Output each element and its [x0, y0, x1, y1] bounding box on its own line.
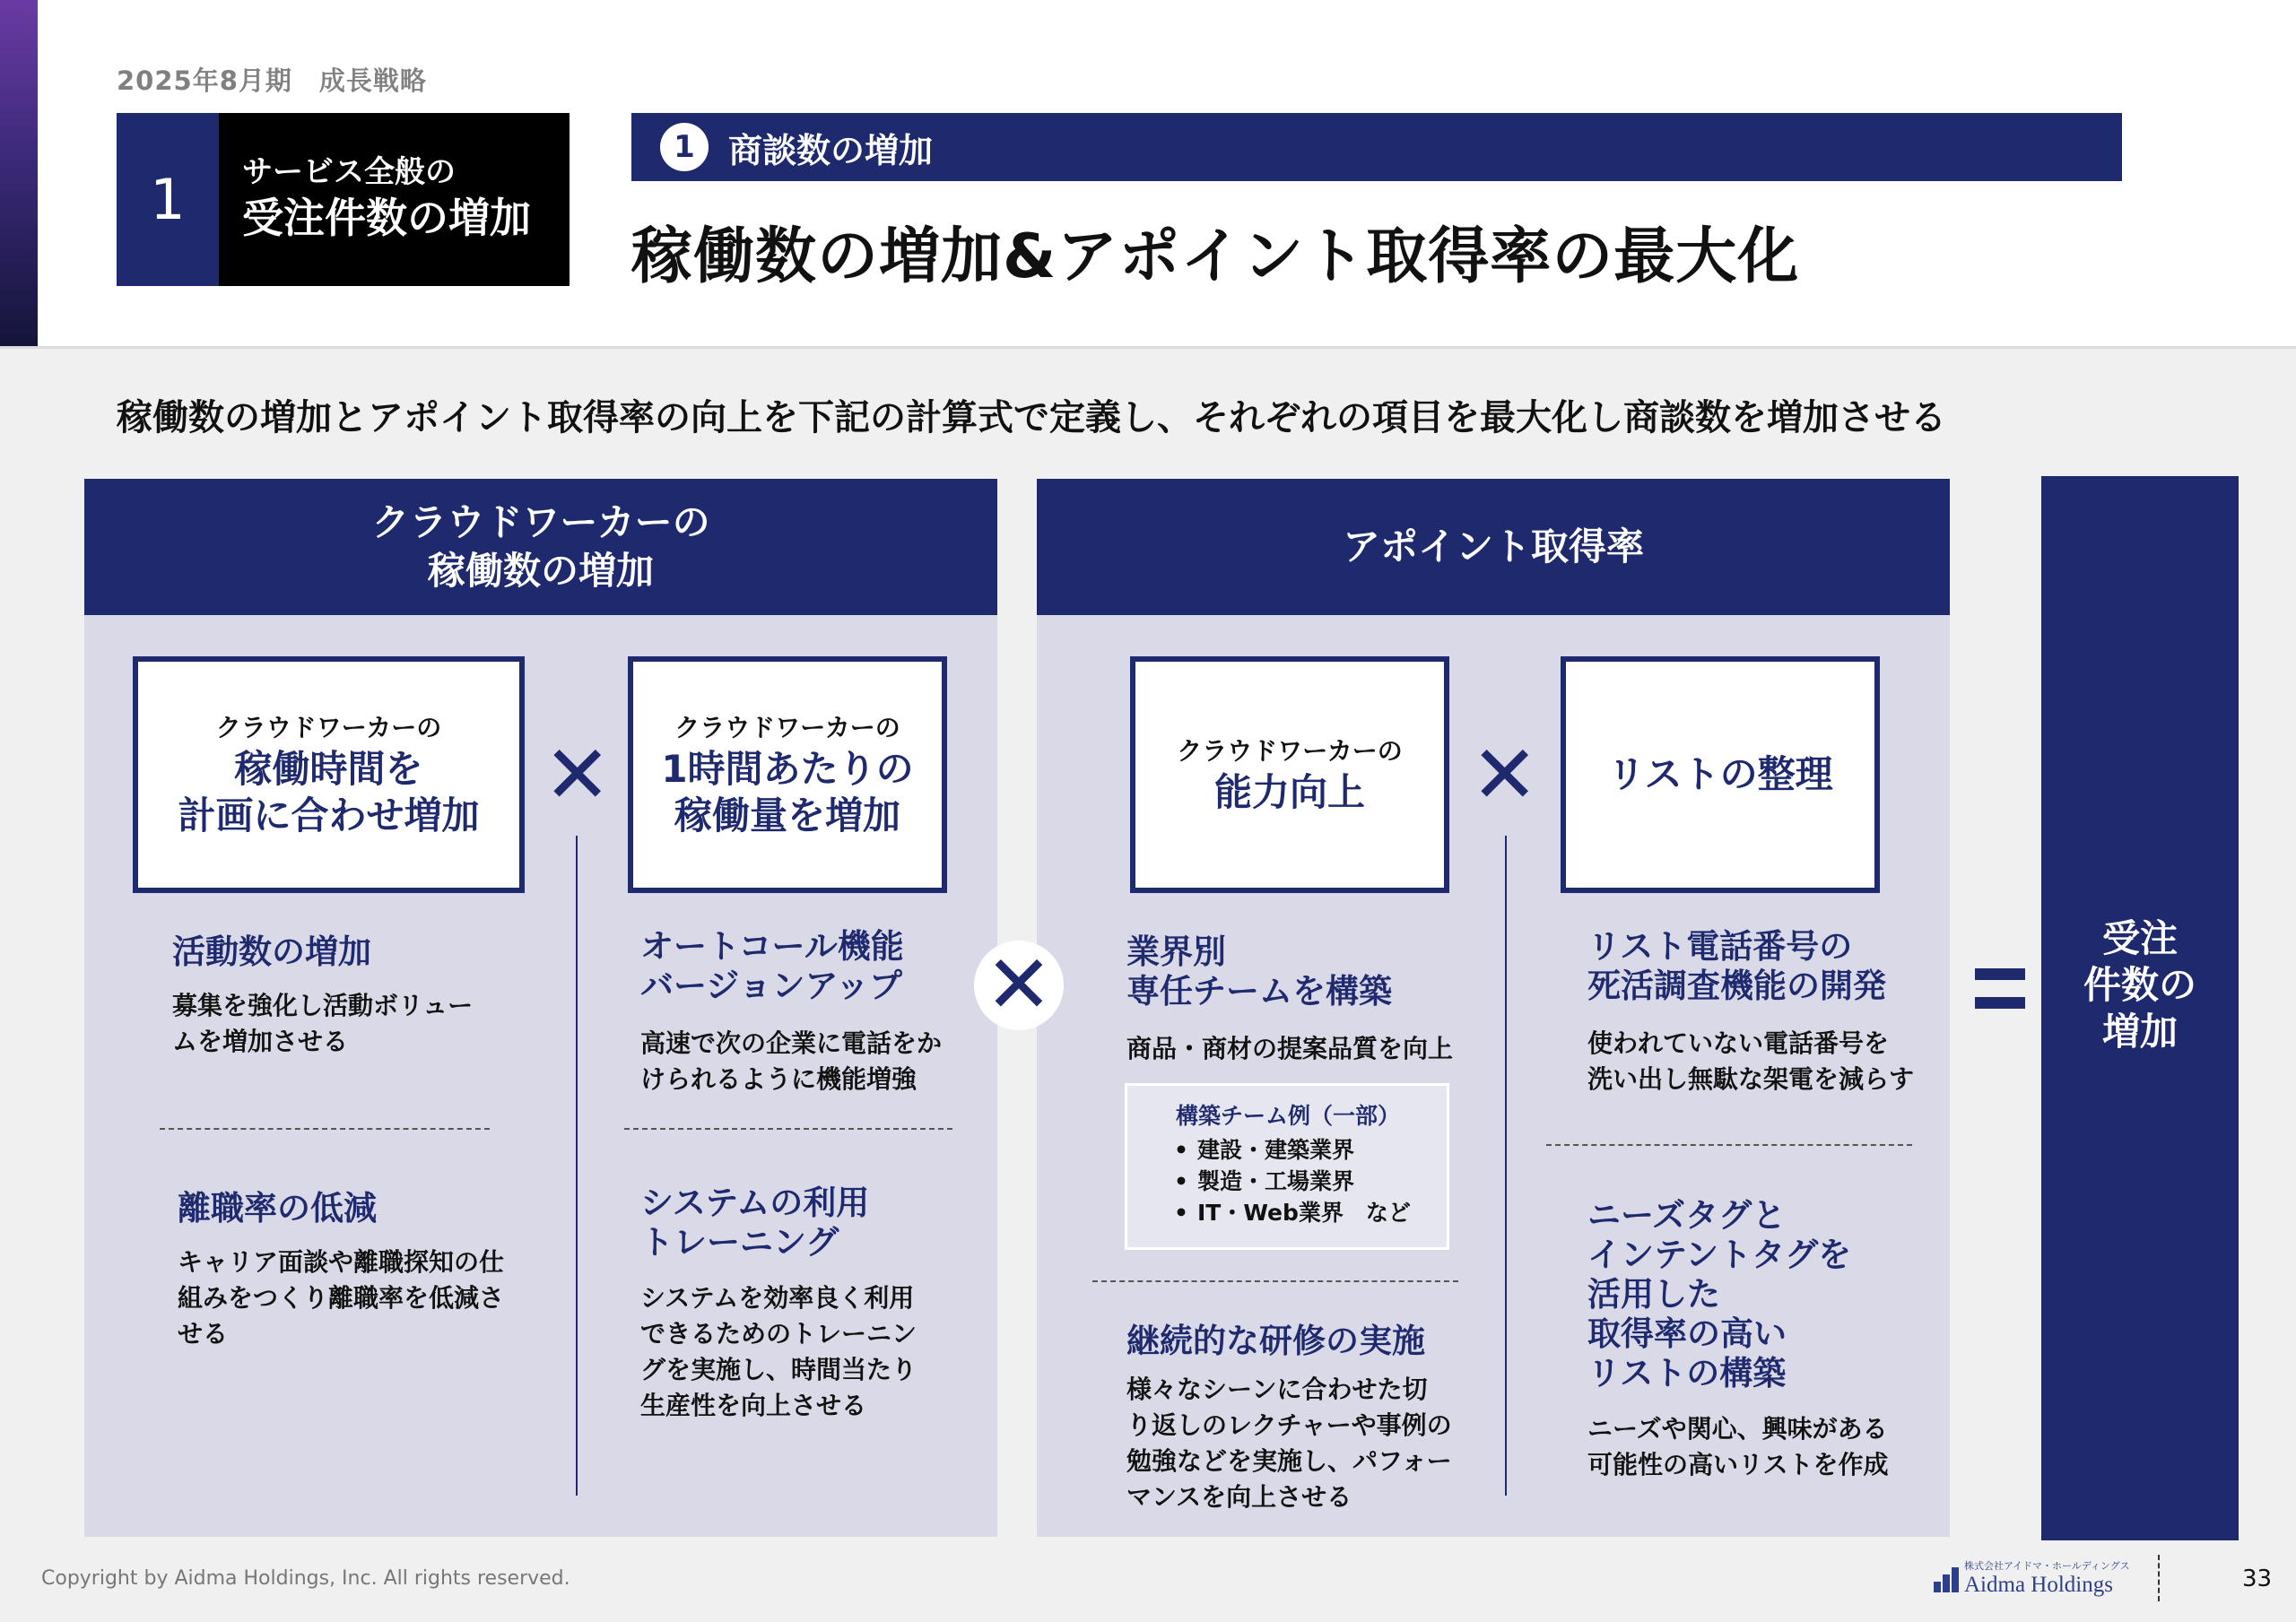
item-body-line: 様々なシーンに合わせた切	[1126, 1375, 1428, 1404]
item-body-line: システムを効率良く利用	[640, 1283, 915, 1313]
kpi-box-big: 能力向上	[1213, 770, 1365, 814]
kpi-box-small: クラウドワーカーの	[1177, 736, 1403, 766]
item-title-line: 活用した	[1587, 1275, 1720, 1314]
multiply-icon: ✕	[985, 938, 1053, 1032]
item-title	[1126, 932, 1392, 1011]
item-title-line: システムの利用	[640, 1184, 870, 1222]
multiply-icon: ✕	[1471, 728, 1539, 822]
item-body-line: 生産性を向上させる	[640, 1391, 867, 1420]
period-label: 2025年8月期 成長戦略	[117, 65, 427, 96]
item-title-line: ニーズタグと	[1587, 1196, 1786, 1235]
company-logo	[1934, 1560, 2130, 1598]
left-panel-header	[84, 479, 997, 615]
item-body-line: せる	[178, 1319, 229, 1349]
team-example-box	[1125, 1083, 1449, 1250]
item-title-line: トレーニング	[640, 1223, 839, 1262]
item-title	[640, 1184, 869, 1262]
item-body	[640, 1280, 917, 1424]
section-title	[242, 152, 531, 244]
item-body-line: 高速で次の企業に電話をか	[640, 1028, 943, 1058]
kpi-box-big: 稼働時間を	[234, 747, 423, 791]
item-title-line: オートコール機能	[640, 927, 904, 966]
kpi-box-list	[1561, 656, 1880, 893]
right-panel-header: アポイント取得率	[1037, 479, 1950, 615]
result-line: 件数の	[2083, 963, 2196, 1007]
item-body-line: できるためのトレーニン	[640, 1319, 918, 1349]
item-title-line: 業界別	[1126, 932, 1226, 971]
kpi-box-big: 計画に合わせ増加	[178, 794, 480, 837]
item-body-line: り返しのレクチャーや事例の	[1126, 1410, 1452, 1440]
divider-dashed	[624, 1128, 952, 1130]
item-title: 活動数の増加	[172, 932, 371, 971]
item-body-line: 洗い出し無駄な架電を減らす	[1587, 1064, 1915, 1094]
divider-vertical	[576, 836, 578, 1496]
item-body-line: 募集を強化し活動ボリュー	[172, 991, 474, 1020]
kpi-box-work-per-hour	[628, 656, 947, 893]
result-column	[2041, 476, 2239, 1540]
item-title: 継続的な研修の実施	[1126, 1322, 1425, 1360]
item-body-line: 組みをつくり離職率を低減さ	[178, 1283, 505, 1313]
logo-mark-icon	[1934, 1566, 1959, 1592]
section-title-line1: サービス全般の	[242, 154, 456, 190]
item-body-line: グを実施し、時間当たり	[640, 1355, 918, 1384]
footer-separator	[2158, 1555, 2160, 1601]
item-title: 離職率の低減	[178, 1189, 377, 1227]
item-body-line: 勉強などを実施し、パフォー	[1126, 1446, 1452, 1476]
equals-icon	[1975, 968, 2025, 980]
divider-dashed	[1546, 1144, 1912, 1146]
result-line: 受注	[2101, 916, 2178, 960]
section-title-line2: 受注件数の増加	[242, 194, 531, 242]
multiply-icon: ✕	[544, 728, 612, 822]
accent-bar	[0, 0, 38, 346]
section-number: 1	[117, 113, 219, 286]
result-text	[2041, 915, 2239, 1055]
item-body	[178, 1245, 504, 1352]
page-number: 33	[2242, 1566, 2273, 1592]
item-body	[1126, 1372, 1452, 1515]
item-title-line: 死活調査機能の開発	[1587, 967, 1886, 1005]
item-body-line: マンスを向上させる	[1126, 1482, 1352, 1512]
item-body-line: ニーズや関心、興味がある	[1587, 1414, 1888, 1444]
item-body	[172, 988, 473, 1060]
item-title	[1587, 927, 1886, 1006]
item-body	[1587, 1411, 1888, 1483]
item-body-line: 使われていない電話番号を	[1587, 1028, 1890, 1058]
item-title-line: インテントタグを	[1587, 1236, 1852, 1274]
main-title: 稼働数の増加&アポイント取得率の最大化	[631, 221, 1800, 292]
lead-text: 稼働数の増加とアポイント取得率の向上を下記の計算式で定義し、それぞれの項目を最大化し商談数を増加させる	[117, 397, 1946, 438]
multiply-circle	[974, 938, 1064, 1032]
item-title-line: 取得率の高い	[1587, 1314, 1787, 1353]
kpi-box-big: 1時間あたりの	[661, 747, 914, 791]
item-body-line: けられるように機能増強	[640, 1064, 918, 1094]
logo-text: Aidma Holdings	[1964, 1573, 2113, 1597]
team-example-heading: 構築チーム例（一部）	[1176, 1103, 1401, 1129]
list-item: • 製造・工場業界	[1197, 1166, 1447, 1197]
item-body-line: ムを増加させる	[172, 1027, 349, 1056]
sub-banner	[631, 113, 2122, 181]
copyright: Copyright by Aidma Holdings, Inc. All rights reserved.	[41, 1567, 570, 1590]
kpi-box-small: クラウドワーカーの	[215, 713, 442, 742]
kpi-box-working-hours	[133, 656, 525, 893]
item-body: 商品・商材の提案品質を向上	[1126, 1034, 1454, 1063]
item-body-line: 可能性の高いリストを作成	[1587, 1450, 1889, 1479]
item-body	[1587, 1026, 1914, 1097]
equals-icon	[1975, 997, 2025, 1009]
item-title-line: バージョンアップ	[640, 967, 902, 1005]
left-panel-header-line2: 稼働数の増加	[427, 549, 654, 593]
item-title	[1587, 1196, 1851, 1393]
list-item: • IT・Web業界 など	[1197, 1197, 1447, 1228]
sub-label: 商談数の増加	[728, 130, 934, 170]
left-panel-header-line1: クラウドワーカーの	[371, 500, 710, 544]
item-title-line: リスト電話番号の	[1587, 927, 1853, 966]
sub-number-badge: 1	[660, 123, 709, 171]
kpi-box-small: クラウドワーカーの	[674, 713, 900, 742]
item-body	[640, 1026, 942, 1097]
kpi-box-ability	[1130, 656, 1449, 893]
divider-dashed	[1092, 1280, 1458, 1282]
logo-subtext: 株式会社アイドマ・ホールディングス	[1964, 1560, 2130, 1572]
divider-dashed	[160, 1128, 490, 1130]
list-item: • 建設・建築業界	[1197, 1134, 1447, 1166]
section-box	[117, 113, 570, 286]
kpi-box-big: 稼働量を増加	[674, 794, 900, 837]
team-example-list	[1127, 1134, 1447, 1228]
item-title-line: 専任チームを構築	[1126, 972, 1392, 1010]
divider-vertical	[1505, 836, 1507, 1496]
item-title	[640, 927, 904, 1006]
item-title-line: リストの構築	[1587, 1354, 1787, 1392]
kpi-box-big: リストの整理	[1607, 752, 1833, 796]
result-line: 増加	[2101, 1010, 2178, 1054]
item-body-line: キャリア面談や離職探知の仕	[178, 1247, 505, 1277]
